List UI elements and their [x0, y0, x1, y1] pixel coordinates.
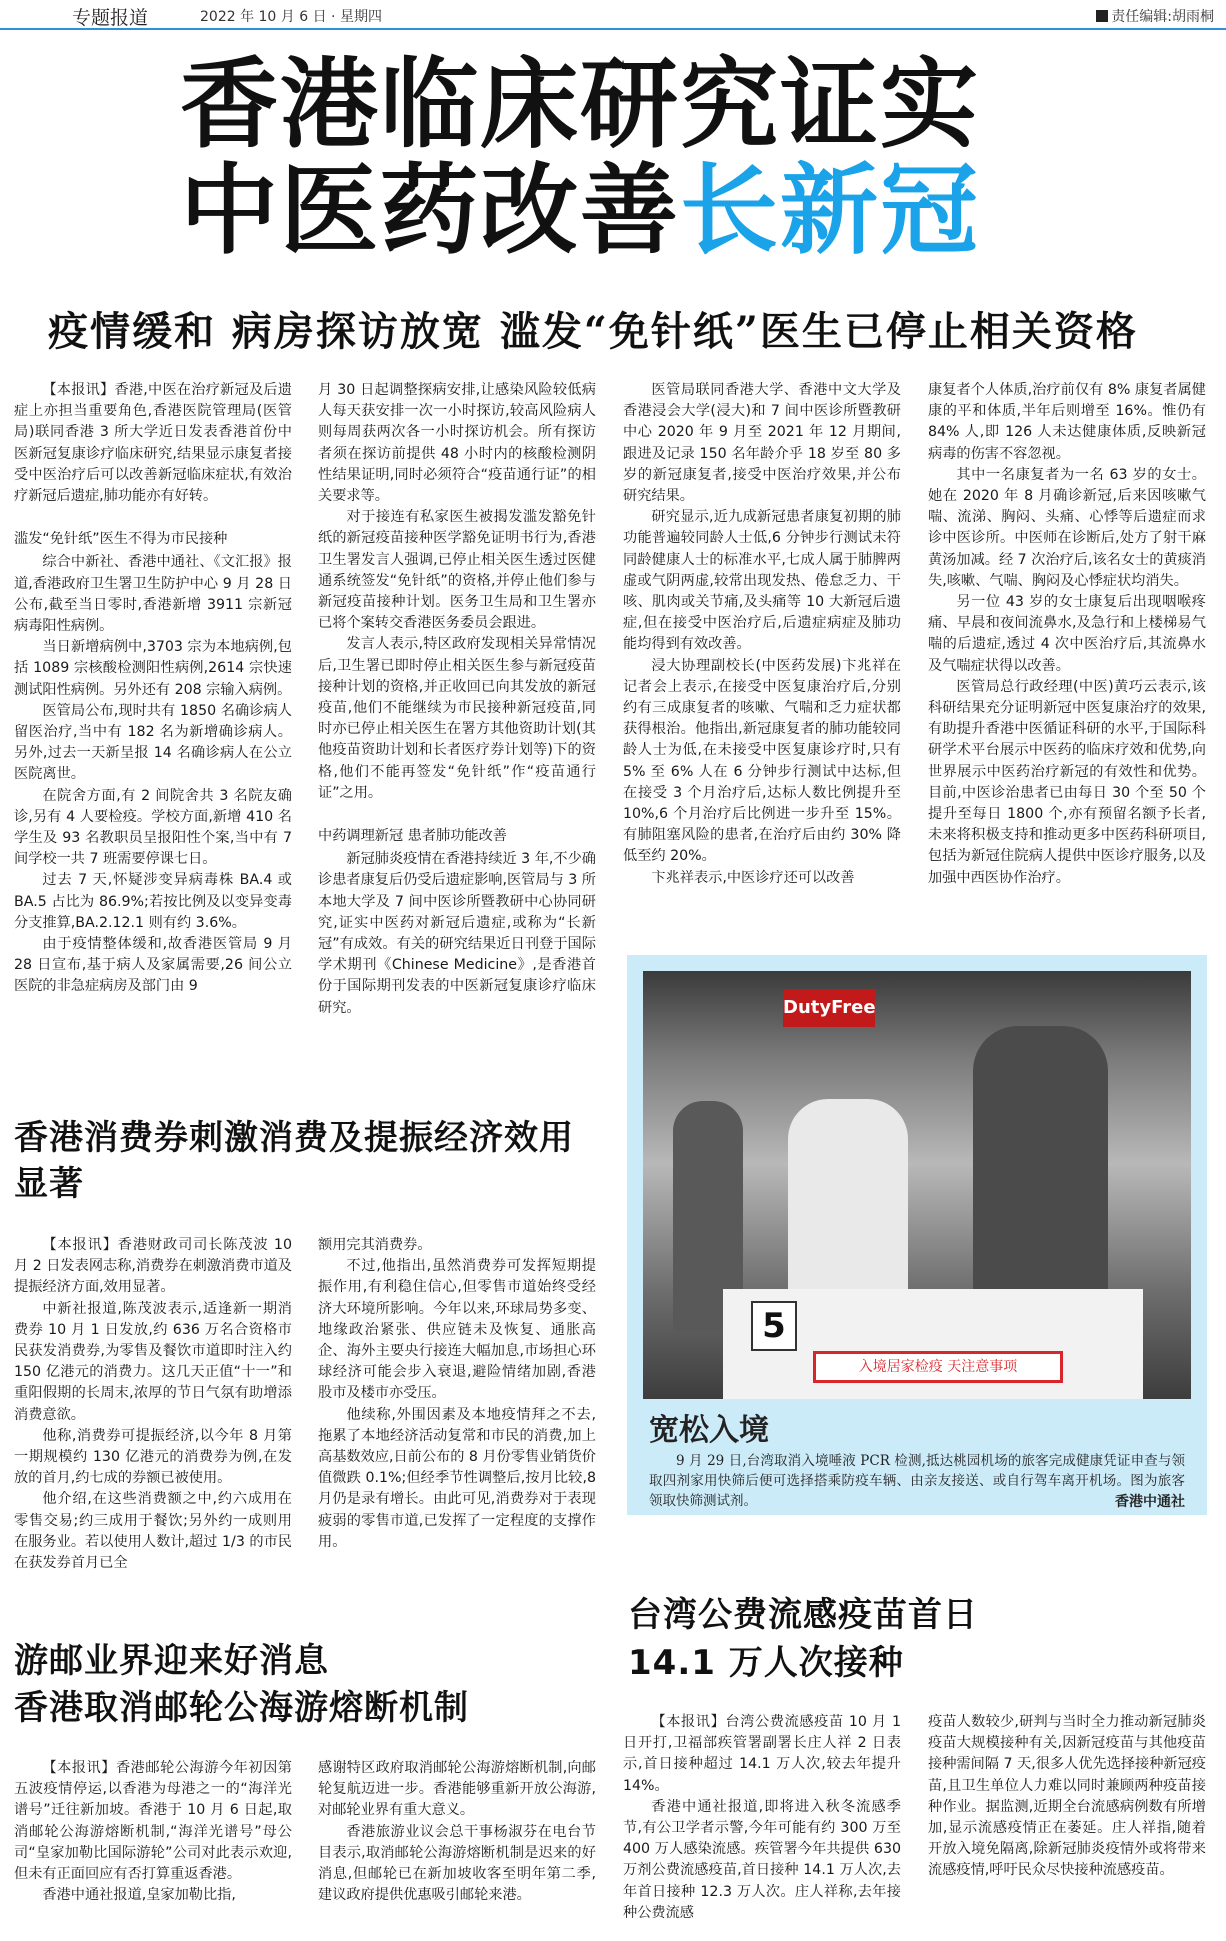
paragraph: 月 30 日起调整探病安排,让感染风险较低病人每天获安排一次一小时探访,较高风险病人则每周获两次各一小时探访机会。所有探访者须在探访前提供 48 小时内的核酸检测阴性结果证明,同时必须符合“疫苗通行证”的相关要求等。	[318, 382, 596, 505]
story4-headline-line-1: 台湾公费流感疫苗首日	[628, 1595, 978, 1635]
paragraph: 发言人表示,特区政府发现相关异常情况后,卫生署已即时停止相关医生参与新冠疫苗接种计划的资格,并正收回已向其发放的新冠疫苗,他们不能继续为市民接种新冠疫苗,同时亦已停止相关医生在署方其他资助计划(其他疫苗资助计划和长者医疗券计划等)下的资格,他们不能再签发“免针纸”作“疫苗通行证”之用。	[318, 636, 596, 801]
headline-black: 中医药改善	[180, 154, 681, 268]
sub-headline: 疫情缓和 病房探访放宽 滥发“免针纸”医生已停止相关资格	[48, 308, 1138, 355]
desk-notice: 入境居家检疫 天注意事项	[813, 1351, 1063, 1383]
paragraph: 当日新增病例中,3703 宗为本地病例,包括 1089 宗核酸检测阳性病例,2614 宗快速测试阳性病例。另外还有 208 宗输入病例。	[14, 639, 292, 698]
story3-headline-line-2: 香港取消邮轮公海游熔断机制	[14, 1688, 469, 1728]
paragraph: 中新社报道,陈茂波表示,适逢新一期消费券 10 月 1 日发放,约 636 万名合资格市民获发消费券,为零售及餐饮市道即时注入约 150 亿港元的消费力。这几天正值“十一”和重阳假期的长周末,浓厚的节日气氛有助增添消费意欲。	[14, 1300, 292, 1423]
square-bullet-icon	[1096, 10, 1108, 22]
paragraph: 额用完其消费券。	[318, 1237, 432, 1253]
paragraph: 卞兆祥表示,中医诊疗还可以改善	[651, 869, 855, 886]
section-name: 专题报道	[72, 7, 149, 29]
counter-number-card: 5	[751, 1301, 797, 1351]
paragraph: 医管局公布,现时共有 1850 名确诊病人留医治疗,当中有 182 名为新增确诊病人。另外,过去一天新呈报 14 名确诊病人在公立医院离世。	[14, 702, 292, 783]
staff-figure	[788, 1099, 908, 1299]
airport-photo	[643, 971, 1191, 1399]
editor-label: 责任编辑:胡雨桐	[1111, 9, 1214, 25]
story3-headline-line-1: 游邮业界迎来好消息	[14, 1641, 329, 1681]
paragraph: 不过,他指出,虽然消费券可发挥短期提振作用,有利稳住信心,但零售市道始终受经济大环境所影响。今年以来,环球局势多变、地缘政治紧张、供应链未及恢复、通胀高企、海外主要央行接连大幅加息,市场担心环球经济可能会步入衰退,避险情绪加剧,香港股市及楼市亦受压。	[318, 1258, 596, 1402]
headline-line-1: 香港临床研究证实	[180, 48, 981, 162]
paragraph: 【本报讯】香港,中医在治疗新冠及后遗症上亦担当重要角色,香港医院管理局(医管局)联同香港 3 所大学近日发表香港首份中医新冠复康诊疗临床研究,结果显示康复者接受中医治疗后可以改善新冠临床症状,有效治疗新冠后遗症,肺功能亦有好转。	[14, 382, 292, 505]
main-column-2	[318, 380, 596, 1019]
paragraph: 香港旅游业议会总干事杨淑芬在电台节目表示,取消邮轮公海游熔断机制是迟来的好消息,但邮轮已在新加坡收客至明年第二季,建议政府提供优惠吸引邮轮来港。	[318, 1823, 596, 1904]
paragraph: 医管局总行政经理(中医)黄巧云表示,该科研结果充分证明新冠中医复康治疗的效果,有助提升香港中医循证科研的水平,于国际科研学术平台展示中医药的临床疗效和优势,向世界展示中医药治疗新冠的有效性和优势。目前,中医诊治患者已由每日 30 个至 50 个提升至每日 1800 个,亦有预留名额予长者,未来将积极支持和推动更多中医药科研项目,包括为新冠住院病人提供中医诊疗服务,以及加强中西医协作治疗。	[928, 678, 1206, 886]
editor-credit	[1096, 6, 1214, 26]
paragraph: 在院舍方面,有 2 间院舍共 3 名院友确诊,另有 4 人要检疫。学校方面,新增 410 名学生及 93 名教职员呈报阳性个案,当中有 7 间学校一共 7 班需要停课七日。	[14, 787, 292, 868]
headline-line-2	[180, 154, 981, 268]
paragraph: 香港中通社报道,皇家加勒比指,	[42, 1887, 236, 1904]
paragraph: 康复者个人体质,治疗前仅有 8% 康复者属健康的平和体质,半年后则增至 16%。惟仍有 84% 人,即 126 人未达健康体质,反映新冠病毒的伤害不容忽视。	[928, 382, 1206, 462]
paragraph: 对于接连有私家医生被揭发滥发豁免针纸的新冠疫苗接种医学豁免证明书行为,香港卫生署发言人强调,已停止相关医生透过医健通系统签发“免针纸”的资格,并停止他们参与新冠疫苗接种计划。医务卫生局和卫生署亦已将个案转交香港医务委员会跟进。	[318, 509, 596, 632]
paragraph: 浸大协理副校长(中医药发展)卞兆祥在记者会上表示,在接受中医复康治疗后,分别约有三成康复者的咳嗽、气喘和乏力症状都获得根治。他指出,新冠康复者的肺功能较同龄人士为低,在未接受中医复康诊疗时,只有 5% 至 6% 人在 6 分钟步行测试中达标,但在接受 3 个月治疗后,达标人数比例提升至 10%,6 个月治疗后比例进一步升至 15%。有肺阻塞风险的患者,在治疗后由约 30% 降低至约 20%。	[623, 657, 901, 865]
story2-headline: 香港消费券刺激消费及提振经济效用显著	[14, 1118, 574, 1204]
page-header	[0, 0, 1226, 30]
main-column-1	[14, 380, 292, 998]
story2-column-2	[318, 1235, 596, 1553]
photo-feature	[627, 955, 1207, 1515]
section-heading: 中药调理新冠 患者肺功能改善	[318, 828, 507, 845]
story2-column-1	[14, 1235, 292, 1574]
issue-date: 2022 年 10 月 6 日 · 星期四	[200, 9, 382, 25]
main-column-3	[623, 380, 901, 889]
photo-caption: 9 月 29 日,台湾取消入境唾液 PCR 检测,抵达桃园机场的旅客完成健康凭证申查与领取四剂家用快筛后便可选择搭乘防疫车辆、由亲友接送、或自行驾车离开机场。图为旅客领取快筛测试剂。	[649, 1453, 1185, 1509]
story3-column-2	[318, 1758, 596, 1906]
paragraph: 他续称,外围因素及本地疫情拜之不去,拖累了本地经济活动复常和市民的消费,加上高基数效应,日前公布的 8 月份零售业销货价值微跌 0.1%;但经季节性调整后,按月比较,8 月仍是录有增长。由此可见,消费券对于表现疲弱的零售市道,已发挥了一定程度的支撑作用。	[318, 1406, 596, 1550]
paragraph: 他称,消费券可提振经济,以今年 8 月第一期规模约 130 亿港元的消费券为例,在发放的首月,约七成的券额已被使用。	[14, 1427, 292, 1487]
paragraph: 感谢特区政府取消邮轮公海游熔断机制,向邮轮复航迈进一步。香港能够重新开放公海游,对邮轮业界有重大意义。	[318, 1760, 596, 1819]
paragraph: 研究显示,近九成新冠患者康复初期的肺功能普遍较同龄人士低,6 分钟步行测试未符同龄健康人士的标准水平,七成人属于肺脾两虚或气阴两虚,较常出现发热、倦怠乏力、干咳、肌肉或关节痛,及头痛等 10 大新冠后遗症,但在接受中医治疗后,后遗症病症及肺功能均得到有效改善。	[623, 509, 901, 653]
story4-headline-line-2: 14.1 万人次接种	[628, 1643, 904, 1683]
story4-column-2	[928, 1712, 1206, 1882]
story4-column-1	[623, 1712, 901, 1924]
paragraph: 另一位 43 岁的女士康复后出现咽喉疼痛、早晨和夜间流鼻水,及急行和上楼梯易气喘的后遗症,透过 4 次中医治疗后,其流鼻水及气喘症状得以改善。	[928, 594, 1206, 674]
paragraph: 过去 7 天,怀疑涉变异病毒株 BA.4 或 BA.5 占比为 86.9%;若按比例及以变异变毒分支推算,BA.2.12.1 则有约 3.6%。	[14, 872, 292, 931]
paragraph: 由于疫情整体缓和,故香港医管局 9 月 28 日宣布,基于病人及家属需要,26 间公立医院的非急症病房及部门由 9	[14, 936, 292, 995]
paragraph: 疫苗人数较少,研判与当时全力推动新冠肺炎疫苗大规模接种有关,因新冠疫苗与其他疫苗接种需间隔 7 天,很多人优先选择接种新冠疫苗,且卫生单位人力难以同时兼顾两种疫苗接种作业。据监测,近期全台流感病例数有所增加,显示流感疫情正在萎延。庄人祥指,随着开放入境免隔离,除新冠肺炎疫情外或将带来流感疫情,呼吁民众尽快接种流感疫苗。	[928, 1714, 1206, 1879]
main-column-4	[928, 380, 1206, 889]
story3-column-1	[14, 1758, 292, 1906]
photo-caption-title: 宽松入境	[649, 1413, 769, 1448]
paragraph: 他介绍,在这些消费额之中,约六成用在零售交易;约三成用于餐饮;另外约一成则用在服务业。若以使用人数计,超过 1/3 的市民在获发券首月已全	[14, 1491, 292, 1572]
paragraph: 综合中新社、香港中通社、《文汇报》报道,香港政府卫生署卫生防护中心 9 月 28 日公布,截至当日零时,香港新增 3911 宗新冠病毒阳性病例。	[14, 554, 292, 635]
paragraph: 新冠肺炎疫情在香港持续近 3 年,不少确诊患者康复后仍受后遗症影响,医管局与 3 所本地大学及 7 间中医诊所暨教研中心协同研究,证实中医药对新冠后遗症,或称为“长新冠”有成效。有关的研究结果近日刊登于国际学术期刊《Chinese Medicine》,是香港首份于国际期刊发表的中医新冠复康诊疗临床研究。	[318, 851, 596, 1016]
headline-blue: 长新冠	[680, 154, 981, 268]
duty-free-sign: DutyFree	[783, 989, 875, 1027]
paragraph: 医管局联同香港大学、香港中文大学及香港浸会大学(浸大)和 7 间中医诊所暨教研中心 2020 年 9 月至 2021 年 12 月期间,跟进及记录 150 名年龄介乎 18 岁至 80 多岁的新冠康复者,接受中医治疗效果,并公布研究结果。	[623, 382, 901, 505]
section-heading: 滥发“免针纸”医生不得为市民接种	[14, 531, 228, 548]
paragraph: 【本报讯】香港邮轮公海游今年初因第五波疫情停运,以香港为母港之一的“海洋光谱号”迁往新加坡。香港于 10 月 6 日起,取消邮轮公海游熔断机制,“海洋光谱号”母公司“皇家加勒比国际游轮”公司对此表示欢迎,但未有正面回应有否打算重返香港。	[14, 1760, 292, 1883]
paragraph: 【本报讯】香港财政司司长陈茂波 10 月 2 日发表网志称,消费券在刺激消费市道及提振经济方面,效用显著。	[14, 1237, 292, 1296]
paragraph: 香港中通社报道,即将进入秋冬流感季节,有公卫学者示警,今年可能有约 300 万至 400 万人感染流感。疾管署今年共提供 630 万剂公费流感疫苗,首日接种 14.1 万人次,去年首日接种 12.3 万人次。庄人祥称,去年接种公费流感	[623, 1798, 901, 1921]
paragraph: 其中一名康复者为一名 63 岁的女士。她在 2020 年 8 月确诊新冠,后来因咳嗽气喘、流涕、胸闷、头痛、心悸等后遗症而求诊中医诊所。中医师在诊断后,处方了射干麻黄汤加减。经 7 次治疗后,该名女士的黄痰消失,咳嗽、气喘、胸闷及心悸症状均消失。	[928, 466, 1206, 589]
paragraph: 【本报讯】台湾公费流感疫苗 10 月 1 日开打,卫福部疾管署副署长庄人祥 2 日表示,首日接种超过 14.1 万人次,较去年提升 14%。	[623, 1714, 901, 1794]
photo-credit: 香港中通社	[1115, 1494, 1185, 1510]
